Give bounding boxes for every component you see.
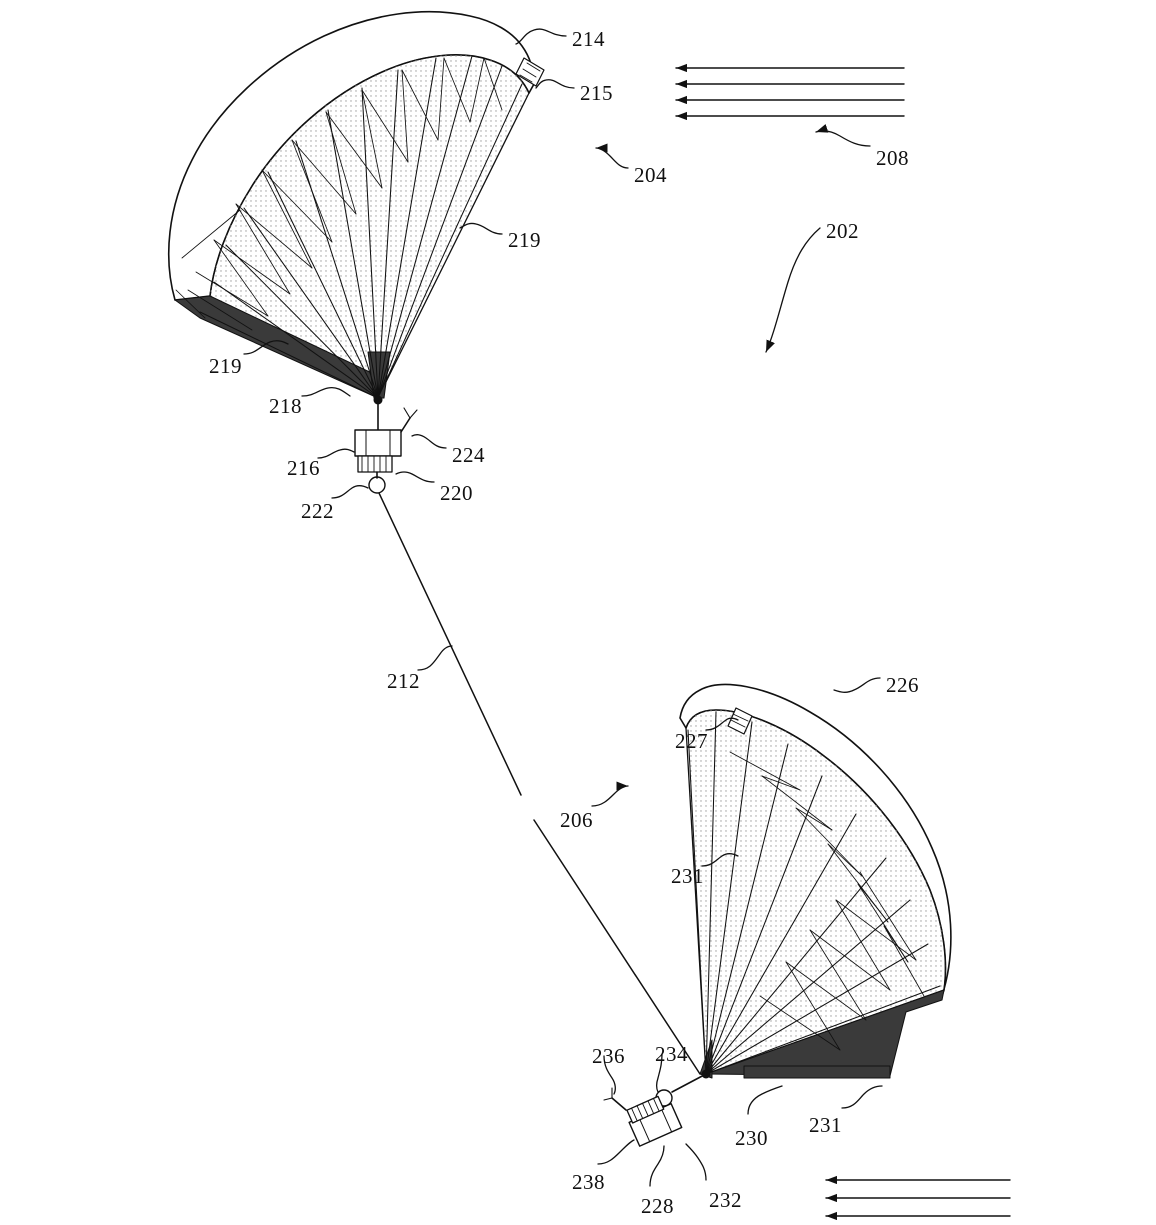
ref-label-224: 224	[452, 443, 485, 467]
ref-label-215: 215	[580, 81, 613, 105]
ref-label-216: 216	[287, 456, 320, 480]
ref-label-232: 232	[709, 1188, 742, 1212]
ref-label-231-right: 231	[809, 1113, 842, 1137]
ref-label-234: 234	[655, 1042, 688, 1066]
lower-wing	[680, 685, 951, 1079]
ref-label-214: 214	[572, 27, 605, 51]
ref-label-230: 230	[735, 1126, 768, 1150]
upper-pod	[355, 404, 417, 493]
ref-label-222: 222	[301, 499, 334, 523]
ref-label-219-right: 219	[508, 228, 541, 252]
ref-label-220: 220	[440, 481, 473, 505]
ref-label-202: 202	[826, 219, 859, 243]
ref-label-218: 218	[269, 394, 302, 418]
ref-label-206: 206	[560, 808, 593, 832]
ref-label-208: 208	[876, 146, 909, 170]
ref-label-212: 212	[387, 669, 420, 693]
ref-label-228: 228	[641, 1194, 674, 1218]
lower-pod	[604, 1074, 706, 1146]
upper-wing	[169, 12, 544, 405]
ref-label-204: 204	[634, 163, 667, 187]
wind-arrows-upper	[676, 68, 904, 116]
ref-label-238: 238	[572, 1170, 605, 1194]
ref-label-226: 226	[886, 673, 919, 697]
ref-label-227: 227	[675, 729, 708, 753]
ref-label-236: 236	[592, 1044, 625, 1068]
tether-line	[379, 493, 700, 1074]
ref-label-231-left: 231	[671, 864, 704, 888]
wind-arrows-lower	[826, 1180, 1010, 1216]
ref-label-219-left: 219	[209, 354, 242, 378]
